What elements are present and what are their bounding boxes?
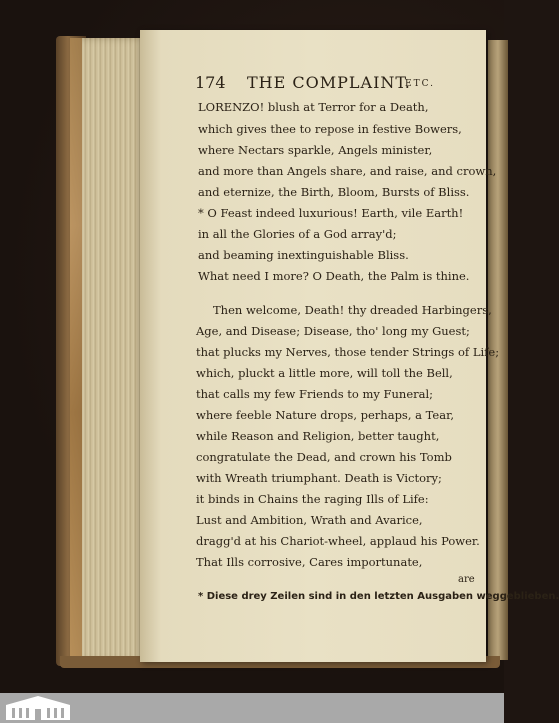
verse-line: and eternize, the Birth, Bloom, Bursts of Bliss.: [198, 185, 470, 199]
page-edges: [82, 38, 146, 662]
page-number: 174: [195, 73, 226, 92]
catchword: are: [458, 574, 475, 585]
verse-line: What need I more? O Death, the Palm is thine.: [198, 269, 470, 283]
verse-line: That Ills corrosive, Cares importunate,: [196, 555, 423, 569]
library-building-icon: [4, 695, 72, 721]
verse-line: Age, and Disease; Disease, tho' long my Guest;: [196, 324, 470, 338]
verse-line: LORENZO! blush at Terror for a Death,: [198, 100, 429, 114]
verse-line: which gives thee to repose in festive Bowers,: [198, 122, 462, 136]
running-title: THE COMPLAINT.: [247, 73, 411, 92]
verse-line: it binds in Chains the raging Ills of Life:: [196, 492, 429, 506]
verse-line: Then welcome, Death! thy dreaded Harbingers,: [213, 303, 492, 317]
verse-line: that plucks my Nerves, those tender Strings of Life;: [196, 345, 500, 359]
verse-line: dragg'd at his Chariot-wheel, applaud his Power.: [196, 534, 480, 548]
verse-line: which, pluckt a little more, will toll the Bell,: [196, 366, 453, 380]
verse-line: Lust and Ambition, Wrath and Avarice,: [196, 513, 423, 527]
verse-line: while Reason and Religion, better taught,: [196, 429, 440, 443]
verse-line: * O Feast indeed luxurious! Earth, vile Earth!: [198, 206, 464, 220]
footnote: * Diese drey Zeilen sind in den letzten Ausgaben weggeblieben.: [198, 591, 559, 602]
running-title-etc: ETC.: [405, 79, 435, 89]
verse-line: where Nectars sparkle, Angels minister,: [198, 143, 433, 157]
verse-line: where feeble Nature drops, perhaps, a Tear,: [196, 408, 454, 422]
verse-line: and beaming inextinguishable Bliss.: [198, 248, 409, 262]
verse-line: and more than Angels share, and raise, and crown,: [198, 164, 497, 178]
verse-line: with Wreath triumphant. Death is Victory;: [196, 471, 442, 485]
verse-line: in all the Glories of a God array'd;: [198, 227, 397, 241]
verse-line: that calls my few Friends to my Funeral;: [196, 387, 434, 401]
verse-line: congratulate the Dead, and crown his Tomb: [196, 450, 452, 464]
footer-bar: [0, 693, 504, 723]
